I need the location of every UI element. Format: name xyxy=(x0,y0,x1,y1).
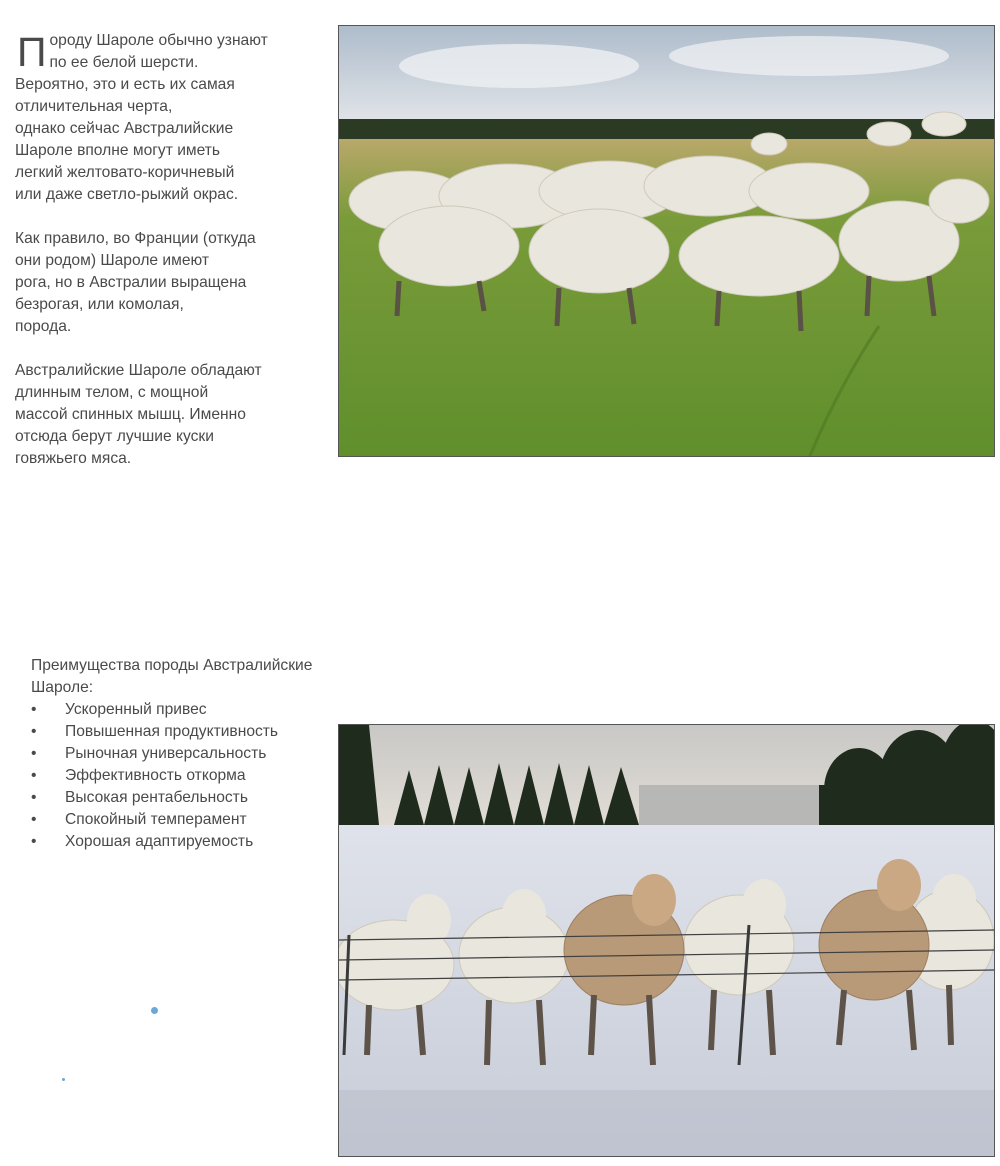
intro-paragraph-1 xyxy=(15,30,335,206)
bullet-icon: • xyxy=(31,811,37,828)
intro-paragraph-3 xyxy=(15,360,335,470)
herd-pasture-illustration xyxy=(339,26,995,457)
text-line: однако сейчас Австралийские xyxy=(15,120,234,137)
list-item-label: Ускоренный привес xyxy=(65,701,207,718)
list-item xyxy=(31,699,341,721)
text-line: ороду Шароле обычно узнают xyxy=(49,32,268,49)
text-line: отсюда берут лучшие куски xyxy=(15,428,214,445)
text-line: отличительная черта, xyxy=(15,98,173,115)
bullet-icon: • xyxy=(31,789,37,806)
intro-paragraph-2 xyxy=(15,228,335,338)
text-line: по ее белой шерсти. xyxy=(49,54,199,71)
list-item-label: Эффективность откорма xyxy=(65,767,246,784)
bullet-icon: • xyxy=(31,767,37,784)
scan-speck xyxy=(62,1078,65,1081)
text-line: легкий желтовато-коричневый xyxy=(15,164,235,181)
text-line: говяжьего мяса. xyxy=(15,450,132,467)
bullet-icon: • xyxy=(31,745,37,762)
herd-on-pasture-photo xyxy=(338,25,995,457)
bullet-icon: • xyxy=(31,833,37,850)
list-item xyxy=(31,765,341,787)
benefits-heading: Преимущества породы Австралийские Шароле: xyxy=(31,657,313,696)
list-item xyxy=(31,743,341,765)
text-line: Австралийские Шароле обладают xyxy=(15,362,262,379)
list-item-label: Рыночная универсальность xyxy=(65,745,267,762)
bullet-icon: • xyxy=(31,701,37,718)
text-line: безрогая, или комолая, xyxy=(15,296,184,313)
text-line: Вероятно, это и есть их самая xyxy=(15,76,235,93)
intro-text xyxy=(15,30,335,492)
text-line: порода. xyxy=(15,318,72,335)
benefits-list xyxy=(31,699,341,853)
text-line: Как правило, во Франции (откуда xyxy=(15,230,256,247)
text-line: Шароле вполне могут иметь xyxy=(15,142,221,159)
list-item-label: Высокая рентабельность xyxy=(65,789,248,806)
scan-speck xyxy=(151,1007,158,1014)
list-item-label: Повышенная продуктивность xyxy=(65,723,279,740)
list-item-label: Хорошая адаптируемость xyxy=(65,833,254,850)
text-line: они родом) Шароле имеют xyxy=(15,252,210,269)
bullet-icon: • xyxy=(31,723,37,740)
list-item xyxy=(31,831,341,853)
text-line: рога, но в Австралии выращена xyxy=(15,274,247,291)
list-item xyxy=(31,721,341,743)
text-line: или даже светло-рыжий окрас. xyxy=(15,186,239,203)
text-line: длинным телом, с мощной xyxy=(15,384,209,401)
list-item-label: Спокойный темперамент xyxy=(65,811,247,828)
snow-field-illustration xyxy=(339,725,995,1157)
cattle-in-snow-photo xyxy=(338,724,995,1157)
benefits-section xyxy=(31,655,341,853)
drop-cap: П xyxy=(17,29,47,75)
list-item xyxy=(31,787,341,809)
text-line: массой спинных мышц. Именно xyxy=(15,406,246,423)
list-item xyxy=(31,809,341,831)
